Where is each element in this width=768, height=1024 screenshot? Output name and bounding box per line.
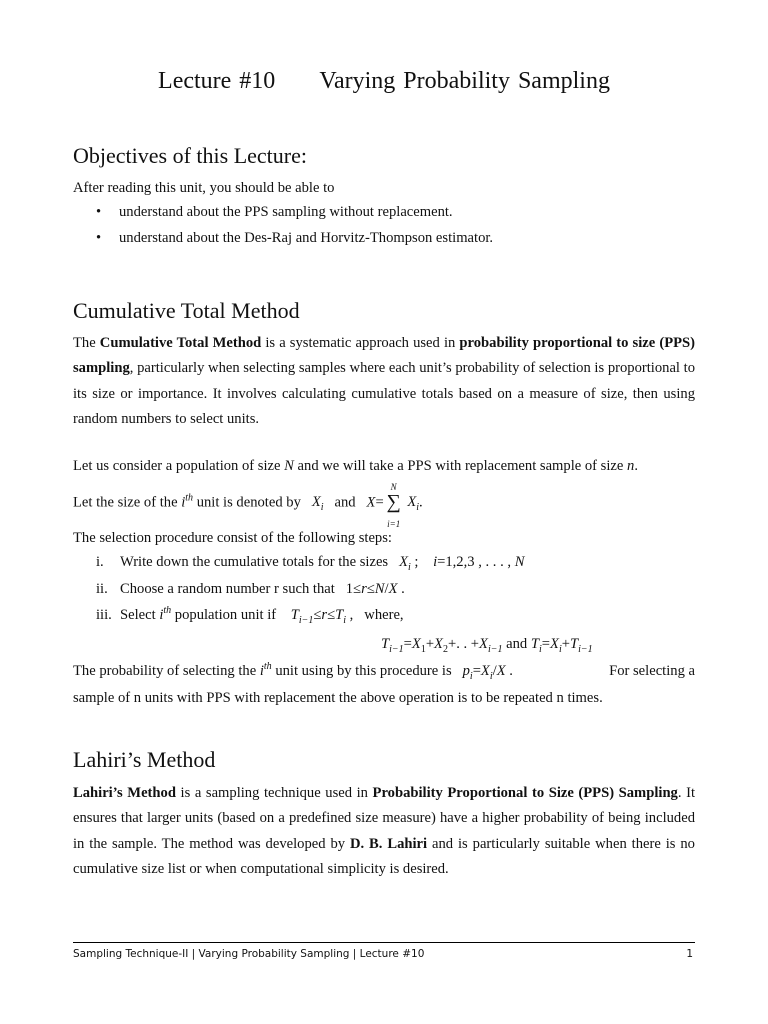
lecture-title: Varying Probability Sampling — [319, 68, 610, 94]
objectives-intro: After reading this unit, you should be able to — [73, 180, 335, 196]
lahiri-paragraph: Lahiri’s Method is a sampling technique used in Probability Proportional to Size (PPS) Sampling. It ensures that larger units (based on a predefined size measure) have a higher probability of being included in the sample. The method was developed by D. B. Lahiri and is particularly suitable when there is no cumulative size list or when computational simplicity is desired. — [73, 785, 695, 877]
footer-divider — [73, 942, 695, 943]
step-item: i. Write down the cumulative totals for the sizes $X_i$ ; i=1,2,3 , . . . , N — [96, 554, 525, 573]
objective-text: understand about the Des-Raj and Horvitz-Thompson estimator. — [119, 230, 494, 246]
selection-intro: The selection procedure consist of the following steps: — [73, 530, 392, 546]
population-sentence: Let us consider a population of size N and we will take a PPS with replacement sample of size n. — [73, 458, 638, 474]
probability-sentence: The probability of selecting the $i^{th}$ unit using by this procedure is $p_i=X_i/X$ . For selecting a — [73, 661, 695, 682]
step-item: iii. Select $i^{th}$ population unit if $T_{i-1}\le r\le T_i$ , where, — [96, 605, 404, 626]
page-number: 1 — [686, 948, 693, 960]
summation-symbol: N ∑ i=1 — [386, 482, 401, 529]
page-footer — [73, 948, 695, 960]
cumulative-paragraph: The Cumulative Total Method is a systematic approach used in probability proportional to size (PPS) sampling, particularly when selecting samples where each unit’s probability of selection is proportional to its size or importance. It involves calculating cumulative totals based on a measure of size, then using random numbers to select units. — [73, 335, 696, 427]
page-title — [0, 68, 768, 95]
objective-text: understand about the PPS sampling without replacement. — [119, 204, 453, 220]
lahiri-heading: Lahiri’s Method — [73, 747, 216, 772]
footer-text: Sampling Technique-II | Varying Probability Sampling | Lecture #10 — [73, 948, 425, 960]
cumulative-heading: Cumulative Total Method — [73, 298, 300, 323]
lecture-number: Lecture #10 — [158, 68, 276, 94]
objectives-heading: Objectives of this Lecture: — [73, 143, 307, 168]
objective-item: • understand about the PPS sampling without replacement. — [96, 204, 453, 220]
cumulative-formula: $T_{i-1}=X_1+X_2+$. . $+X_{i-1}$ and $T_i=X_i+T_{i-1}$ — [381, 636, 593, 655]
step-item: ii. Choose a random number r such that 1≤r≤N/X . — [96, 581, 405, 597]
probability-sentence-cont: sample of n units with PPS with replacement the above operation is to be repeated n times. — [73, 690, 603, 706]
size-definition: Let the size of the $i^{th}$ unit is denoted by $X_i$ and X= N ∑ i=1 $X_i$. — [73, 482, 423, 529]
objective-item: • understand about the Des-Raj and Horvitz-Thompson estimator. — [96, 230, 494, 246]
